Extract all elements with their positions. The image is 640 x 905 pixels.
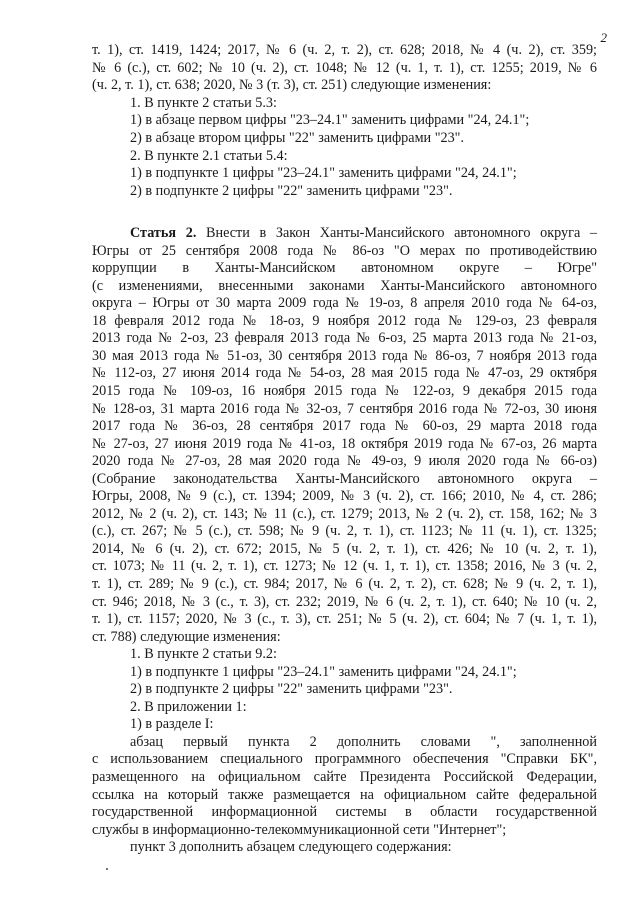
line-text: № 6 (с.), ст. 602; № 10 (ч. 2), ст. 1048; № 12 (ч. 1, т. 1), ст. 1255; 2019, № 6 <box>92 60 597 76</box>
text-line <box>92 313 597 329</box>
text-line <box>130 716 597 732</box>
line-text: 30 мая 2013 года № 51-оз, 30 сентября 2013 года № 86-оз, 7 ноября 2013 года <box>92 348 597 364</box>
line-text: 1) в разделе I: <box>130 716 214 732</box>
text-line <box>130 646 597 662</box>
text-line <box>92 243 597 259</box>
text-line <box>92 629 597 645</box>
line-text: 1) в подпункте 1 цифры "23–24.1" заменить цифрами "24, 24.1"; <box>130 165 517 181</box>
text-line <box>92 822 597 838</box>
line-text: № 112-оз, 27 июня 2014 года № 54-оз, 28 мая 2015 года № 47-оз, 29 октября <box>92 365 597 381</box>
text-line <box>92 594 597 610</box>
text-line <box>130 664 597 680</box>
text-line <box>92 611 597 627</box>
text-line <box>92 804 597 820</box>
line-text: службы в информационно-телекоммуникационной сети "Интернет"; <box>92 822 507 838</box>
line-text: 2020 года № 27-оз, 28 мая 2020 года № 49-оз, 9 июля 2020 года № 66-оз) <box>92 453 597 469</box>
text-line <box>92 295 597 311</box>
text-line <box>92 769 597 785</box>
line-text: № 27-оз, 27 июня 2019 года № 41-оз, 18 октября 2019 года № 67-оз, 26 марта <box>92 436 597 452</box>
text-line <box>92 401 597 417</box>
text-line <box>130 95 597 111</box>
line-text: 2. В приложении 1: <box>130 699 247 715</box>
page-number: 2 <box>600 30 607 45</box>
text-line <box>92 348 597 364</box>
line-text: 2012, № 2 (ч. 2), ст. 143; № 11 (с.), ст. 1279; 2013, № 2 (ч. 2), ст. 158, 162; № 3 <box>92 506 597 522</box>
line-text: 2017 года № 36-оз, 28 сентября 2017 года № 60-оз, 29 марта 2018 года <box>92 418 597 434</box>
line-text: т. 1), ст. 289; № 9 (с.), ст. 984; 2017, № 6 (ч. 2, т. 2), ст. 628; № 9 (ч. 2, т. 1), <box>92 576 597 592</box>
line-text: 1. В пункте 2 статьи 9.2: <box>130 646 277 662</box>
text-line <box>92 260 597 276</box>
text-line <box>92 488 597 504</box>
line-text: 2) в подпункте 2 цифры "22" заменить цифрами "23". <box>130 183 453 199</box>
text-line <box>130 112 597 128</box>
text-line <box>92 60 597 76</box>
line-text: 2015 года № 109-оз, 16 ноября 2015 года № 122-оз, 9 декабря 2015 года <box>92 383 597 399</box>
text-line <box>130 165 597 181</box>
text-line <box>130 734 597 750</box>
text-line <box>130 183 597 199</box>
line-text: 2. В пункте 2.1 статьи 5.4: <box>130 148 288 164</box>
line-text: 2) в абзаце втором цифры "22" заменить цифрами "23". <box>130 130 465 146</box>
line-text: коррупции в Ханты-Мансийском автономном округе – Югре" <box>92 260 597 276</box>
text-line <box>92 278 597 294</box>
text-line <box>92 418 597 434</box>
text-line <box>130 699 597 715</box>
text-line <box>92 506 597 522</box>
article-heading: Статья 2. <box>130 225 197 241</box>
text-line <box>92 523 597 539</box>
text-line <box>92 42 597 58</box>
line-text: т. 1), ст. 1157; 2020, № 3 (с., т. 3), ст. 251; № 5 (ч. 2), ст. 604; № 7 (ч. 1, т. 1), <box>92 611 597 627</box>
text-line <box>92 453 597 469</box>
text-line <box>130 839 597 855</box>
text-line <box>92 576 597 592</box>
line-text: 2014, № 6 (ч. 2), ст. 672; 2015, № 5 (ч. 2, т. 1), ст. 426; № 10 (ч. 2, т. 1), <box>92 541 597 557</box>
text-line <box>92 383 597 399</box>
line-text: (Собрание законодательства Ханты-Мансийского автономного округа – <box>92 471 597 487</box>
line-text: 1) в абзаце первом цифры "23–24.1" заменить цифрами "24, 24.1"; <box>130 112 530 128</box>
line-text: государственной информационной системы в области государственной <box>92 804 597 820</box>
line-text: с использованием специального программного обеспечения "Справки БК", <box>92 751 597 767</box>
line-text: 18 февраля 2012 года № 18-оз, 9 ноября 2012 года № 129-оз, 23 февраля <box>92 313 597 329</box>
line-text: Югры от 25 сентября 2008 года № 86-оз "О мерах по противодействию <box>92 243 597 259</box>
text-line <box>130 130 597 146</box>
line-text: (ч. 2, т. 1), ст. 638; 2020, № 3 (т. 3), ст. 251) следующие изменения: <box>92 77 492 93</box>
text-line <box>92 365 597 381</box>
text-line <box>92 436 597 452</box>
line-text: (с изменениями, внесенными законами Ханты-Мансийского автономного <box>92 278 597 294</box>
text-line <box>92 541 597 557</box>
line-text: ст. 1073; № 11 (ч. 2, т. 1), ст. 1273; № 12 (ч. 1, т. 1), ст. 1358; 2016, № 3 (ч. 2, <box>92 558 597 574</box>
text-line <box>92 77 597 93</box>
line-text: Югры, 2008, № 9 (с.), ст. 1394; 2009, № 3 (ч. 2), ст. 166; 2010, № 4, ст. 286; <box>92 488 597 504</box>
line-text: № 128-оз, 31 марта 2016 года № 32-оз, 7 сентября 2016 года № 72-оз, 30 июня <box>92 401 597 417</box>
text-line <box>130 681 597 697</box>
line-text: ст. 788) следующие изменения: <box>92 629 281 645</box>
text-line <box>92 751 597 767</box>
line-text: т. 1), ст. 1419, 1424; 2017, № 6 (ч. 2, т. 2), ст. 628; 2018, № 4 (ч. 2), ст. 359; <box>92 42 597 58</box>
line-text: 1. В пункте 2 статьи 5.3: <box>130 95 277 111</box>
text-line <box>92 471 597 487</box>
text-line <box>130 148 597 164</box>
line-text: 1) в подпункте 1 цифры "23–24.1" заменить цифрами "24, 24.1"; <box>130 664 517 680</box>
line-text: округа – Югры от 30 марта 2009 года № 19-оз, 8 апреля 2010 года № 64-оз, <box>92 295 597 311</box>
line-text: (с.), ст. 267; № 5 (с.), ст. 598; № 9 (ч. 2, т. 1), ст. 1123; № 11 (ч. 1), ст. 1325; <box>92 523 597 539</box>
line-text: 2013 года № 2-оз, 23 февраля 2013 года № 6-оз, 25 марта 2013 года № 21-оз, <box>92 330 597 346</box>
line-text: пункт 3 дополнить абзацем следующего содержания: <box>130 839 452 855</box>
line-text: ссылка на который также размещается на официальном сайте федеральной <box>92 787 597 803</box>
line-text: размещенного на официальном сайте Президента Российской Федерации, <box>92 769 597 785</box>
text-line <box>92 330 597 346</box>
text-line <box>92 558 597 574</box>
scan-speck <box>106 868 108 870</box>
text-line <box>92 787 597 803</box>
text-line <box>130 225 597 241</box>
line-text: 2) в подпункте 2 цифры "22" заменить цифрами "23". <box>130 681 453 697</box>
line-text: абзац первый пункта 2 дополнить словами ", заполненной <box>130 734 597 750</box>
line-text: Внести в Закон Ханты-Мансийского автономного округа – <box>196 225 597 241</box>
line-text: ст. 946; 2018, № 3 (с., т. 3), ст. 232; 2019, № 6 (ч. 2, т. 1), ст. 640; № 10 (ч. 2, <box>92 594 597 610</box>
